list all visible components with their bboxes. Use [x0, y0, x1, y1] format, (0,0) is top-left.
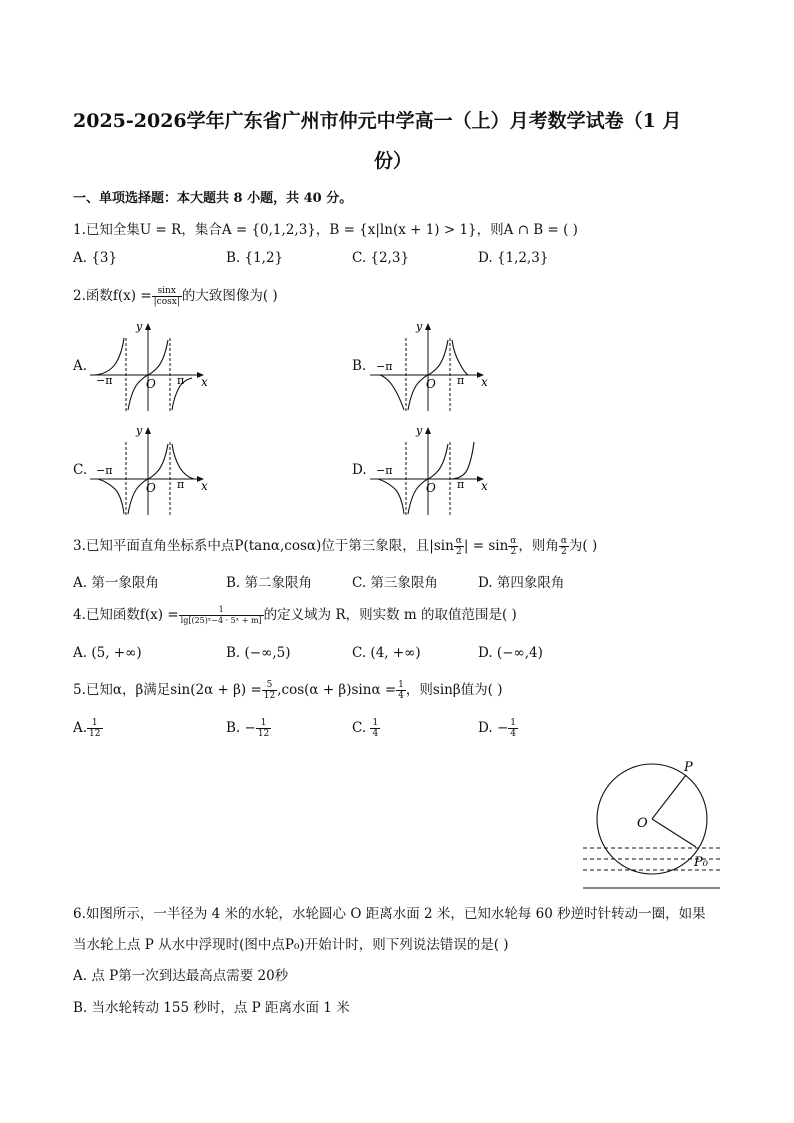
- q4-fraction: [179, 605, 264, 626]
- q3-half-den: 2: [561, 547, 567, 557]
- q3-stem-part2: | = sin: [463, 538, 509, 554]
- q4-option-d: D. (−∞,4): [478, 645, 543, 661]
- q2-stem-part1: 2.函数f(x) =: [73, 288, 152, 304]
- axis-y-label: y: [416, 424, 423, 437]
- q5-stem-part3: ，则sinβ值为( ): [405, 682, 503, 698]
- section-heading: 一、单项选择题：本大题共 8 小题，共 40 分。: [73, 191, 353, 206]
- q5-option-c-den: 4: [372, 729, 379, 739]
- q3-option-a: A. 第一象限角: [73, 575, 159, 591]
- q5-option-b-sign: −: [244, 720, 256, 736]
- q4-option-b: B. (−∞,5): [226, 645, 291, 661]
- q5-option-d-num: 1: [510, 718, 516, 728]
- question-5-stem: [73, 678, 502, 701]
- q2-graph-b: [368, 318, 488, 413]
- q4-frac-den: lg[(25)ˣ−4 · 5ˣ + m]: [180, 616, 262, 625]
- q4-stem-part1: 4.已知函数f(x) =: [73, 607, 179, 623]
- q3-option-c: C. 第三象限角: [352, 575, 438, 591]
- q6-water-wheel-figure: [580, 755, 725, 895]
- axis-x-label: x: [481, 375, 488, 389]
- q5-frac1-den: 12: [263, 691, 276, 701]
- point-p-label: P: [684, 760, 693, 775]
- center-o-label: O: [637, 816, 648, 831]
- q5-frac2-den: 4: [398, 691, 404, 701]
- question-3-stem: [73, 534, 597, 557]
- neg-pi-label: −π: [376, 464, 393, 477]
- pi-label: π: [457, 478, 465, 491]
- q1-option-b: B. {1,2}: [226, 250, 284, 266]
- point-p0-label: P₀: [694, 855, 708, 870]
- q3-half-num: α: [455, 536, 462, 546]
- q3-half-angle-2: [508, 536, 518, 557]
- q2-label-c: C.: [73, 462, 88, 478]
- q5-option-d-fraction: [508, 718, 518, 739]
- q5-option-c-label: C.: [352, 720, 367, 736]
- origin-label: O: [146, 481, 156, 495]
- origin-label: O: [426, 377, 436, 391]
- q5-option-a: [73, 718, 103, 739]
- q3-stem-part3: ，则角: [518, 538, 559, 554]
- question-2-stem: [73, 284, 278, 307]
- q2-label-a: A.: [73, 358, 88, 374]
- q5-option-b: [226, 718, 271, 739]
- q5-option-c: [352, 718, 380, 739]
- neg-pi-label: −π: [96, 464, 113, 477]
- q2-graph-d: [368, 422, 488, 517]
- q5-option-a-num: 1: [87, 718, 102, 729]
- axis-x-label: x: [201, 375, 208, 389]
- q1-option-d: D. {1,2,3}: [478, 250, 549, 266]
- q3-half-den: 2: [455, 547, 462, 557]
- q5-option-b-fraction: [256, 718, 271, 739]
- q6-option-b: B. 当水轮转动 155 秒时，点 P 距离水面 1 米: [73, 1000, 350, 1016]
- q5-fraction-2: [396, 680, 406, 701]
- q3-option-b: B. 第二象限角: [226, 575, 313, 591]
- q3-half-num: α: [510, 536, 517, 546]
- question-6-stem-line2: 当水轮上点 P 从水中浮现时(图中点P₀)开始计时，则下列说法错误的是( ): [73, 937, 509, 953]
- q5-stem-part2: ,cos(α + β)sinα =: [277, 682, 397, 698]
- q4-option-c: C. (4, +∞): [352, 645, 421, 661]
- question-4-stem: [73, 603, 517, 626]
- axis-x-label: x: [481, 479, 488, 493]
- q3-half-angle-3: [559, 536, 569, 557]
- pi-label: π: [177, 478, 185, 491]
- q5-option-d: [478, 718, 518, 739]
- question-1-stem: 1.已知全集U = R，集合A = {0,1,2,3}，B = {x|ln(x + 1) > 1}，则A ∩ B = ( ): [73, 222, 578, 238]
- q4-frac-num: 1: [179, 605, 264, 616]
- q2-frac-num: sinx: [152, 286, 182, 297]
- axis-y-label: y: [136, 320, 143, 333]
- axis-y-label: y: [136, 424, 143, 437]
- origin-label: O: [426, 481, 436, 495]
- neg-pi-label: −π: [376, 360, 393, 373]
- q5-frac1-num: 5: [262, 680, 277, 691]
- q5-frac2-num: 1: [398, 680, 404, 690]
- q5-option-a-den: 12: [89, 729, 101, 739]
- q3-half-angle: [454, 536, 464, 557]
- neg-pi-label: −π: [96, 374, 113, 387]
- q5-option-d-label: D.: [478, 720, 493, 736]
- q1-option-c: C. {2,3}: [352, 250, 410, 266]
- q5-stem-part1: 5.已知α，β满足sin(2α + β) =: [73, 682, 262, 698]
- q5-option-d-sign: −: [496, 720, 509, 736]
- q5-option-c-fraction: [370, 718, 380, 739]
- axis-y-label: y: [416, 320, 423, 333]
- q2-graph-c: [88, 422, 208, 517]
- q5-option-a-label: A.: [73, 720, 88, 736]
- axis-x-label: x: [201, 479, 208, 493]
- q5-fraction-1: [262, 680, 277, 701]
- q5-option-c-num: 1: [372, 718, 379, 728]
- q2-graph-a: [88, 318, 208, 413]
- q3-option-d: D. 第四象限角: [478, 575, 565, 591]
- q2-label-b: B.: [352, 358, 367, 374]
- pi-label: π: [457, 374, 465, 387]
- q2-stem-part2: 的大致图像为( ): [181, 288, 278, 304]
- q4-stem-part2: 的定义域为 R，则实数 m 的取值范围是( ): [263, 607, 517, 623]
- q1-option-a: A. {3}: [73, 250, 118, 266]
- q2-frac-den: |cosx|: [153, 297, 180, 307]
- q4-option-a: A. (5, +∞): [73, 645, 142, 661]
- q3-stem-part4: 为( ): [568, 538, 598, 554]
- origin-label: O: [146, 377, 156, 391]
- q3-half-den: 2: [510, 547, 517, 557]
- q5-option-b-den: 12: [257, 729, 270, 739]
- question-6-stem-line1: 6.如图所示，一半径为 4 米的水轮，水轮圆心 O 距离水面 2 米，已知水轮每 60 秒逆时针转动一圈，如果: [73, 906, 706, 922]
- q5-option-d-den: 4: [510, 729, 516, 739]
- q2-fraction: [152, 286, 182, 307]
- q6-option-a: A. 点 P第一次到达最高点需要 20秒: [73, 968, 289, 984]
- q3-half-num: α: [560, 536, 567, 546]
- pi-label: π: [177, 374, 185, 387]
- q5-option-a-fraction: [87, 718, 102, 739]
- q2-label-d: D.: [352, 462, 367, 478]
- page-title: 2025-2026学年广东省广州市仲元中学高一（上）月考数学试卷（1 月: [73, 110, 682, 132]
- page-title-continued: 份）: [374, 150, 413, 172]
- q3-stem-part1: 3.已知平面直角坐标系中点P(tanα,cosα)位于第三象限，且|sin: [73, 538, 454, 554]
- q5-option-b-label: B.: [226, 720, 241, 736]
- q5-option-b-num: 1: [256, 718, 271, 729]
